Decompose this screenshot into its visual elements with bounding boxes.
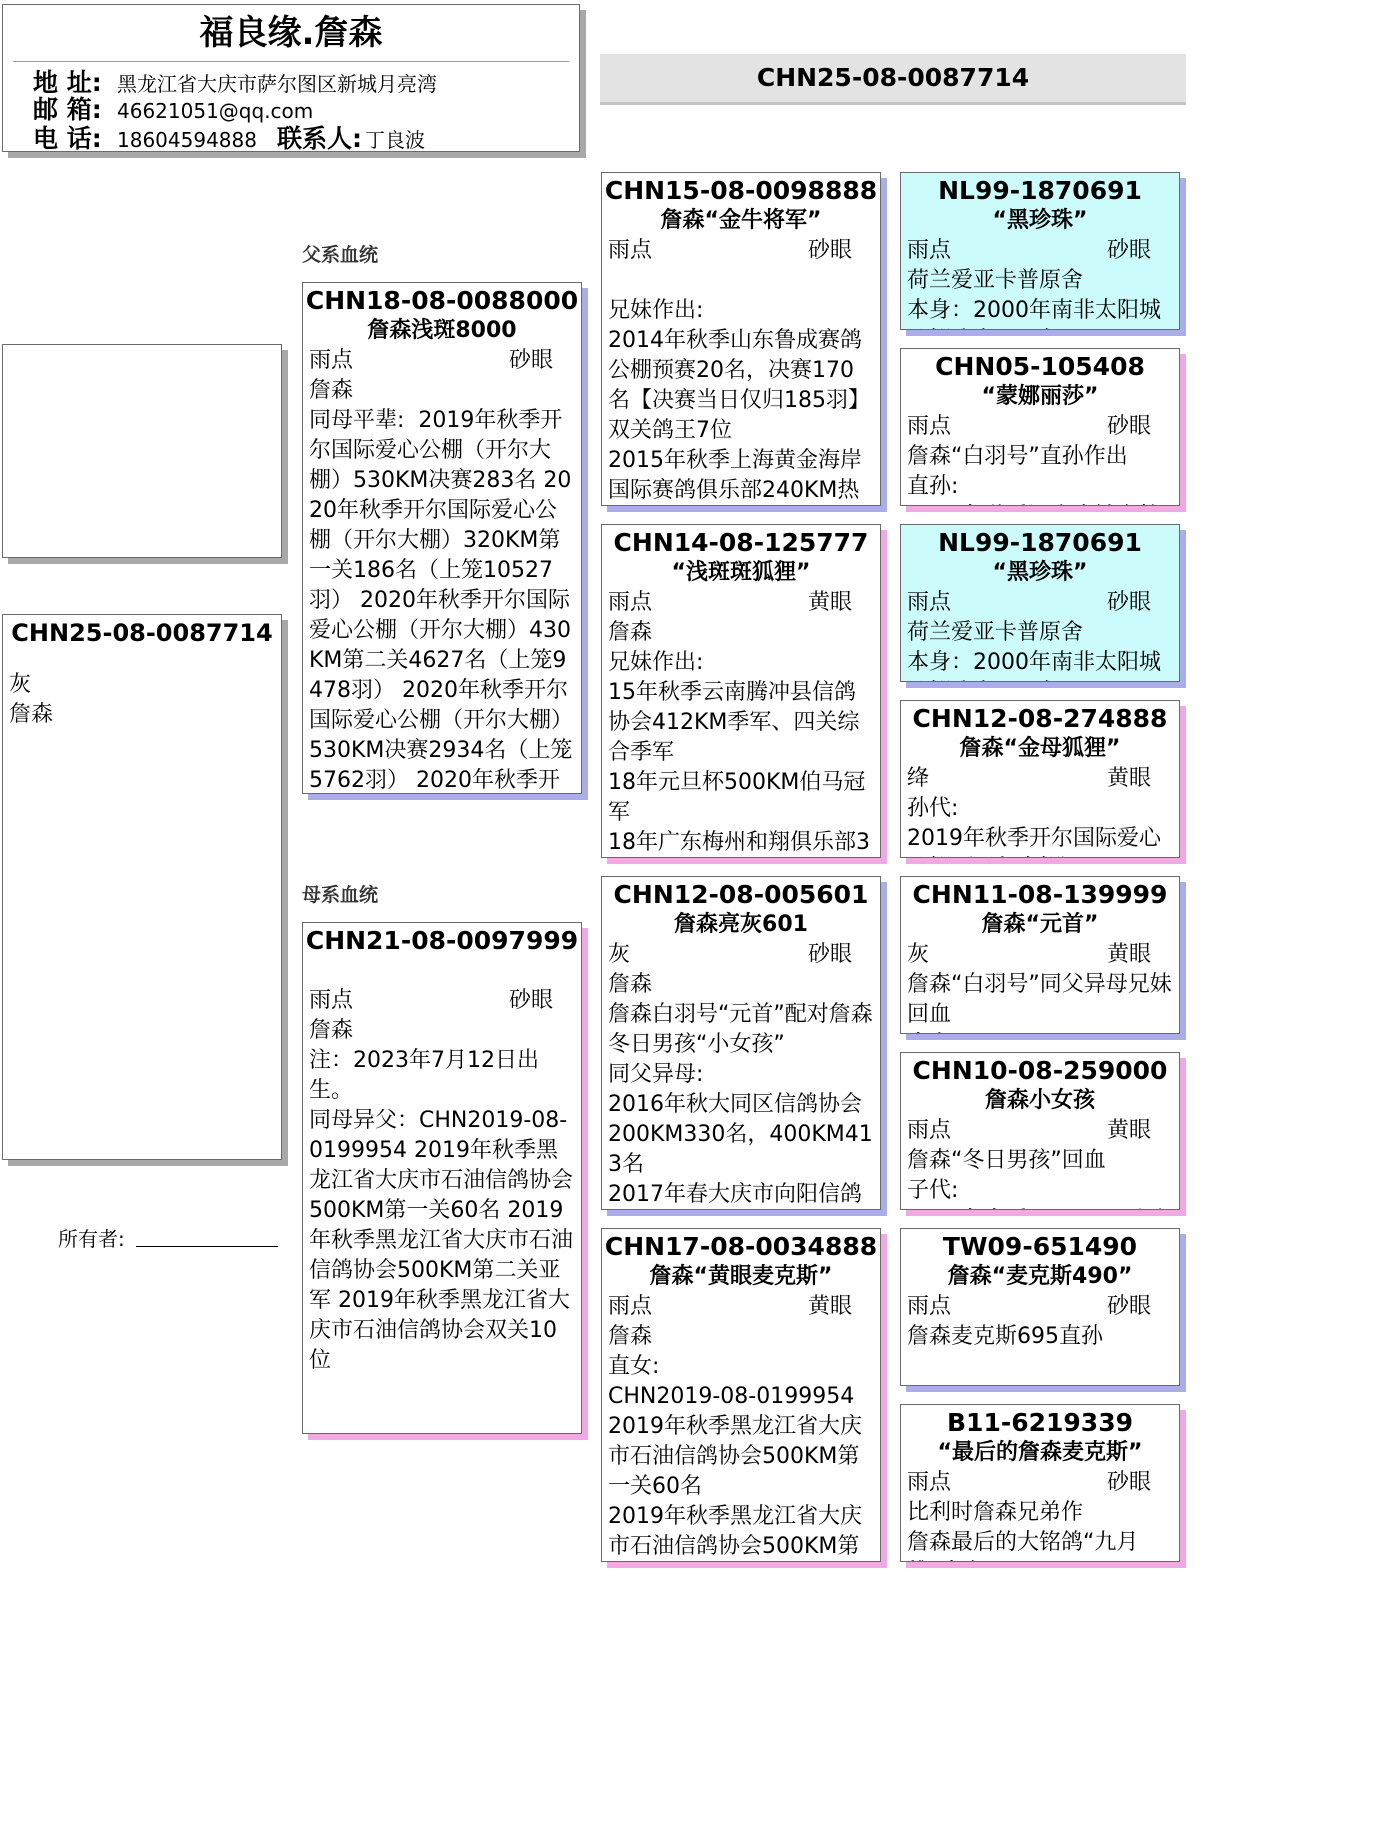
gp-ring: CHN17-08-0034888 — [604, 1232, 878, 1261]
ggp-ring: NL99-1870691 — [938, 528, 1142, 557]
ggp-color: 绛 — [907, 766, 930, 791]
sire-ring: CHN18-08-0088000 — [305, 286, 579, 315]
banner-ring: CHN25-08-0087714 — [756, 63, 1030, 92]
dam-line-label: 母系血统 — [302, 884, 379, 906]
gp-color: 雨点 — [608, 590, 653, 615]
dam-color: 雨点 — [309, 988, 354, 1013]
email-row — [3, 95, 579, 126]
sire-color: 雨点 — [309, 348, 354, 373]
owner-label: 所有者: — [58, 1227, 125, 1251]
great-grandparent-card — [900, 348, 1180, 506]
gp-ring: CHN15-08-0098888 — [604, 176, 878, 205]
sire-text: 詹森 同母平辈: 2019年秋季开尔国际爱心公棚（开尔大棚）530KM决赛283名 2020年秋季开尔国际爱心公棚（开尔大棚）320KM第一关186名（上笼10527羽） 2020年秋季开尔国际爱心公棚（开尔大棚）430KM第二关4627名（上笼9478羽） 2020年秋季开尔国际爱心公棚（开尔大棚）530KM决赛2934名（上笼5762羽） 2020年秋季开 — [309, 378, 574, 793]
contact-value: 丁良波 — [365, 128, 425, 152]
great-grandparent-card — [900, 876, 1180, 1034]
gp-name: “浅斑斑狐狸” — [671, 560, 811, 585]
gp-text: 詹森 直女: CHN2019-08-0199954 2019年秋季黑龙江省大庆市石油信鸽协会500KM第一关60名 2019年秋季黑龙江省大庆市石油信鸽协会500KM第 — [608, 1324, 862, 1559]
ggp-ring: B11-6219339 — [947, 1408, 1133, 1437]
ggp-eye: 黄眼 — [1106, 766, 1151, 791]
ggp-eye: 砂眼 — [1106, 1470, 1151, 1495]
ggp-text: 詹森“白羽号”直孙作出 直孙: — [907, 444, 1128, 499]
email-label: 邮 箱: — [33, 95, 102, 124]
ring-banner — [600, 54, 1186, 102]
subject-color: 灰 — [9, 672, 32, 697]
ggp-color: 灰 — [907, 942, 930, 967]
gp-text: 兄妹作出: 2014年秋季山东鲁成赛鸽公棚预赛20名，决赛170名【决赛当日仅归185羽】双关鸽王7位 2015年秋季上海黄金海岸国际赛鸽俱乐部240KM热 — [608, 298, 870, 503]
ggp-color: 雨点 — [907, 1294, 952, 1319]
ggp-eye: 砂眼 — [1106, 414, 1151, 439]
ggp-eye: 黄眼 — [1106, 942, 1151, 967]
great-grandparent-card — [900, 1404, 1180, 1562]
gp-color: 雨点 — [608, 1294, 653, 1319]
ggp-traits — [901, 1116, 1179, 1146]
gp-eye: 砂眼 — [807, 942, 852, 967]
ggp-color: 雨点 — [907, 414, 952, 439]
ggp-name: “最后的詹森麦克斯” — [937, 1440, 1143, 1465]
dam-eye: 砂眼 — [508, 988, 553, 1013]
ggp-name: “黑珍珠” — [992, 208, 1088, 233]
sire-eye: 砂眼 — [508, 348, 553, 373]
ggp-text: 比利时詹森兄弟作 詹森最后的大铭鸽“九月 — [907, 1500, 1139, 1555]
ggp-text: 詹森“冬日男孩”回血 子代: — [907, 1148, 1106, 1203]
gp-traits — [602, 940, 880, 970]
subject-ring: CHN25-08-0087714 — [11, 619, 273, 647]
great-grandparent-card — [900, 524, 1180, 682]
ggp-eye: 黄眼 — [1106, 1118, 1151, 1143]
ggp-traits — [901, 236, 1179, 266]
ggp-name: 詹森“金母狐狸” — [959, 736, 1121, 761]
ggp-color: 雨点 — [907, 1118, 952, 1143]
ggp-color: 雨点 — [907, 1470, 952, 1495]
ggp-name: 詹森“麦克斯490” — [947, 1264, 1133, 1289]
dam-traits — [303, 986, 581, 1016]
gp-name: 詹森亮灰601 — [674, 912, 808, 937]
ggp-traits — [901, 1468, 1179, 1498]
ggp-name: “蒙娜丽莎” — [981, 384, 1099, 409]
ggp-traits — [901, 764, 1179, 794]
phone-value: 18604594888 — [117, 128, 257, 152]
ggp-name: 詹森小女孩 — [984, 1088, 1095, 1113]
owner-line — [58, 1224, 288, 1254]
gp-traits — [602, 588, 880, 618]
great-grandparent-card — [900, 700, 1180, 858]
grandparent-card — [601, 172, 881, 506]
ggp-color: 雨点 — [907, 238, 952, 263]
ggp-text: 荷兰爱亚卡普原舍 本身：2000年南非太阳城 — [907, 268, 1161, 323]
ggp-name: “黑珍珠” — [992, 560, 1088, 585]
contact-label: 联系人: — [277, 124, 362, 152]
sire-card — [302, 282, 582, 794]
phone-row — [3, 124, 579, 152]
ggp-text: 荷兰爱亚卡普原舍 本身：2000年南非太阳城 — [907, 620, 1161, 675]
gp-text: 詹森 兄妹作出: 15年秋季云南腾冲县信鸽协会412KM季军、四关综合季军 18年元旦杯500KM伯马冠军 18年广东梅州和翔俱乐部3 — [608, 620, 870, 855]
ggp-traits — [901, 940, 1179, 970]
email-value: 46621051@qq.com — [117, 99, 314, 123]
ggp-color: 雨点 — [907, 590, 952, 615]
ggp-ring: TW09-651490 — [942, 1232, 1138, 1261]
ggp-eye: 砂眼 — [1106, 1294, 1151, 1319]
loft-title: 福良缘.詹森 — [199, 13, 383, 53]
address-value: 黑龙江省大庆市萨尔图区新城月亮湾 — [117, 72, 437, 96]
ggp-traits — [901, 588, 1179, 618]
gp-traits — [602, 236, 880, 266]
great-grandparent-card — [900, 172, 1180, 330]
ggp-text: 孙代: 2019年秋季开尔国际爱心 — [907, 796, 1161, 851]
ggp-text: 詹森“白羽号”同父异母兄妹回血 — [907, 972, 1172, 1027]
gp-name: 詹森“金牛将军” — [660, 208, 822, 233]
subject-card — [2, 614, 282, 1160]
gp-color: 灰 — [608, 942, 631, 967]
header-divider — [13, 61, 569, 62]
grandparent-card — [601, 524, 881, 858]
gp-name: 詹森“黄眼麦克斯” — [649, 1264, 833, 1289]
owner-underline — [136, 1246, 278, 1247]
sire-line-label: 父系血统 — [302, 244, 379, 266]
dam-ring: CHN21-08-0097999 — [305, 926, 579, 955]
header-card — [2, 4, 580, 152]
gp-color: 雨点 — [608, 238, 653, 263]
ggp-ring: CHN05-105408 — [935, 352, 1145, 381]
ggp-text: 詹森麦克斯695直孙 — [907, 1324, 1103, 1349]
ggp-traits — [901, 412, 1179, 442]
dam-card — [302, 922, 582, 1434]
ggp-eye: 砂眼 — [1106, 238, 1151, 263]
gp-eye: 砂眼 — [807, 238, 852, 263]
phone-label: 电 话: — [33, 124, 102, 152]
ggp-eye: 砂眼 — [1106, 590, 1151, 615]
gp-ring: CHN14-08-125777 — [613, 528, 869, 557]
gp-eye: 黄眼 — [807, 1294, 852, 1319]
grandparent-card — [601, 1228, 881, 1562]
ggp-ring: CHN10-08-259000 — [912, 1056, 1168, 1085]
ggp-ring: CHN12-08-274888 — [912, 704, 1168, 733]
great-grandparent-card — [900, 1228, 1180, 1386]
ggp-ring: NL99-1870691 — [938, 176, 1142, 205]
dam-name — [303, 956, 581, 986]
grandparent-card — [601, 876, 881, 1210]
photo-frame — [2, 344, 282, 558]
gp-text: 詹森 詹森白羽号“元首”配对詹森冬日男孩“小女孩” 同父异母: 2016年秋大同区信鸽协会200KM330名，400KM413名 2017年春大庆市向阳信鸽 — [608, 972, 873, 1207]
address-label: 地 址: — [33, 68, 102, 97]
dam-text: 詹森 注：2023年7月12日出生。 同母异父：CHN2019-08-0199954 2019年秋季黑龙江省大庆市石油信鸽协会500KM第一关60名 2019年秋季黑龙江省大庆市石油信鸽协会500KM第二关亚军 2019年秋季黑龙江省大庆市石油信鸽协会双关10位 — [309, 1018, 574, 1373]
sire-traits — [303, 346, 581, 376]
ggp-name: 詹森“元首” — [981, 912, 1099, 937]
gp-traits — [602, 1292, 880, 1322]
gp-eye: 黄眼 — [807, 590, 852, 615]
great-grandparent-card — [900, 1052, 1180, 1210]
subject-breeder: 詹森 — [9, 702, 54, 727]
ggp-ring: CHN11-08-139999 — [912, 880, 1168, 909]
ggp-traits — [901, 1292, 1179, 1322]
sire-name: 詹森浅斑8000 — [367, 318, 517, 343]
gp-ring: CHN12-08-005601 — [613, 880, 869, 909]
